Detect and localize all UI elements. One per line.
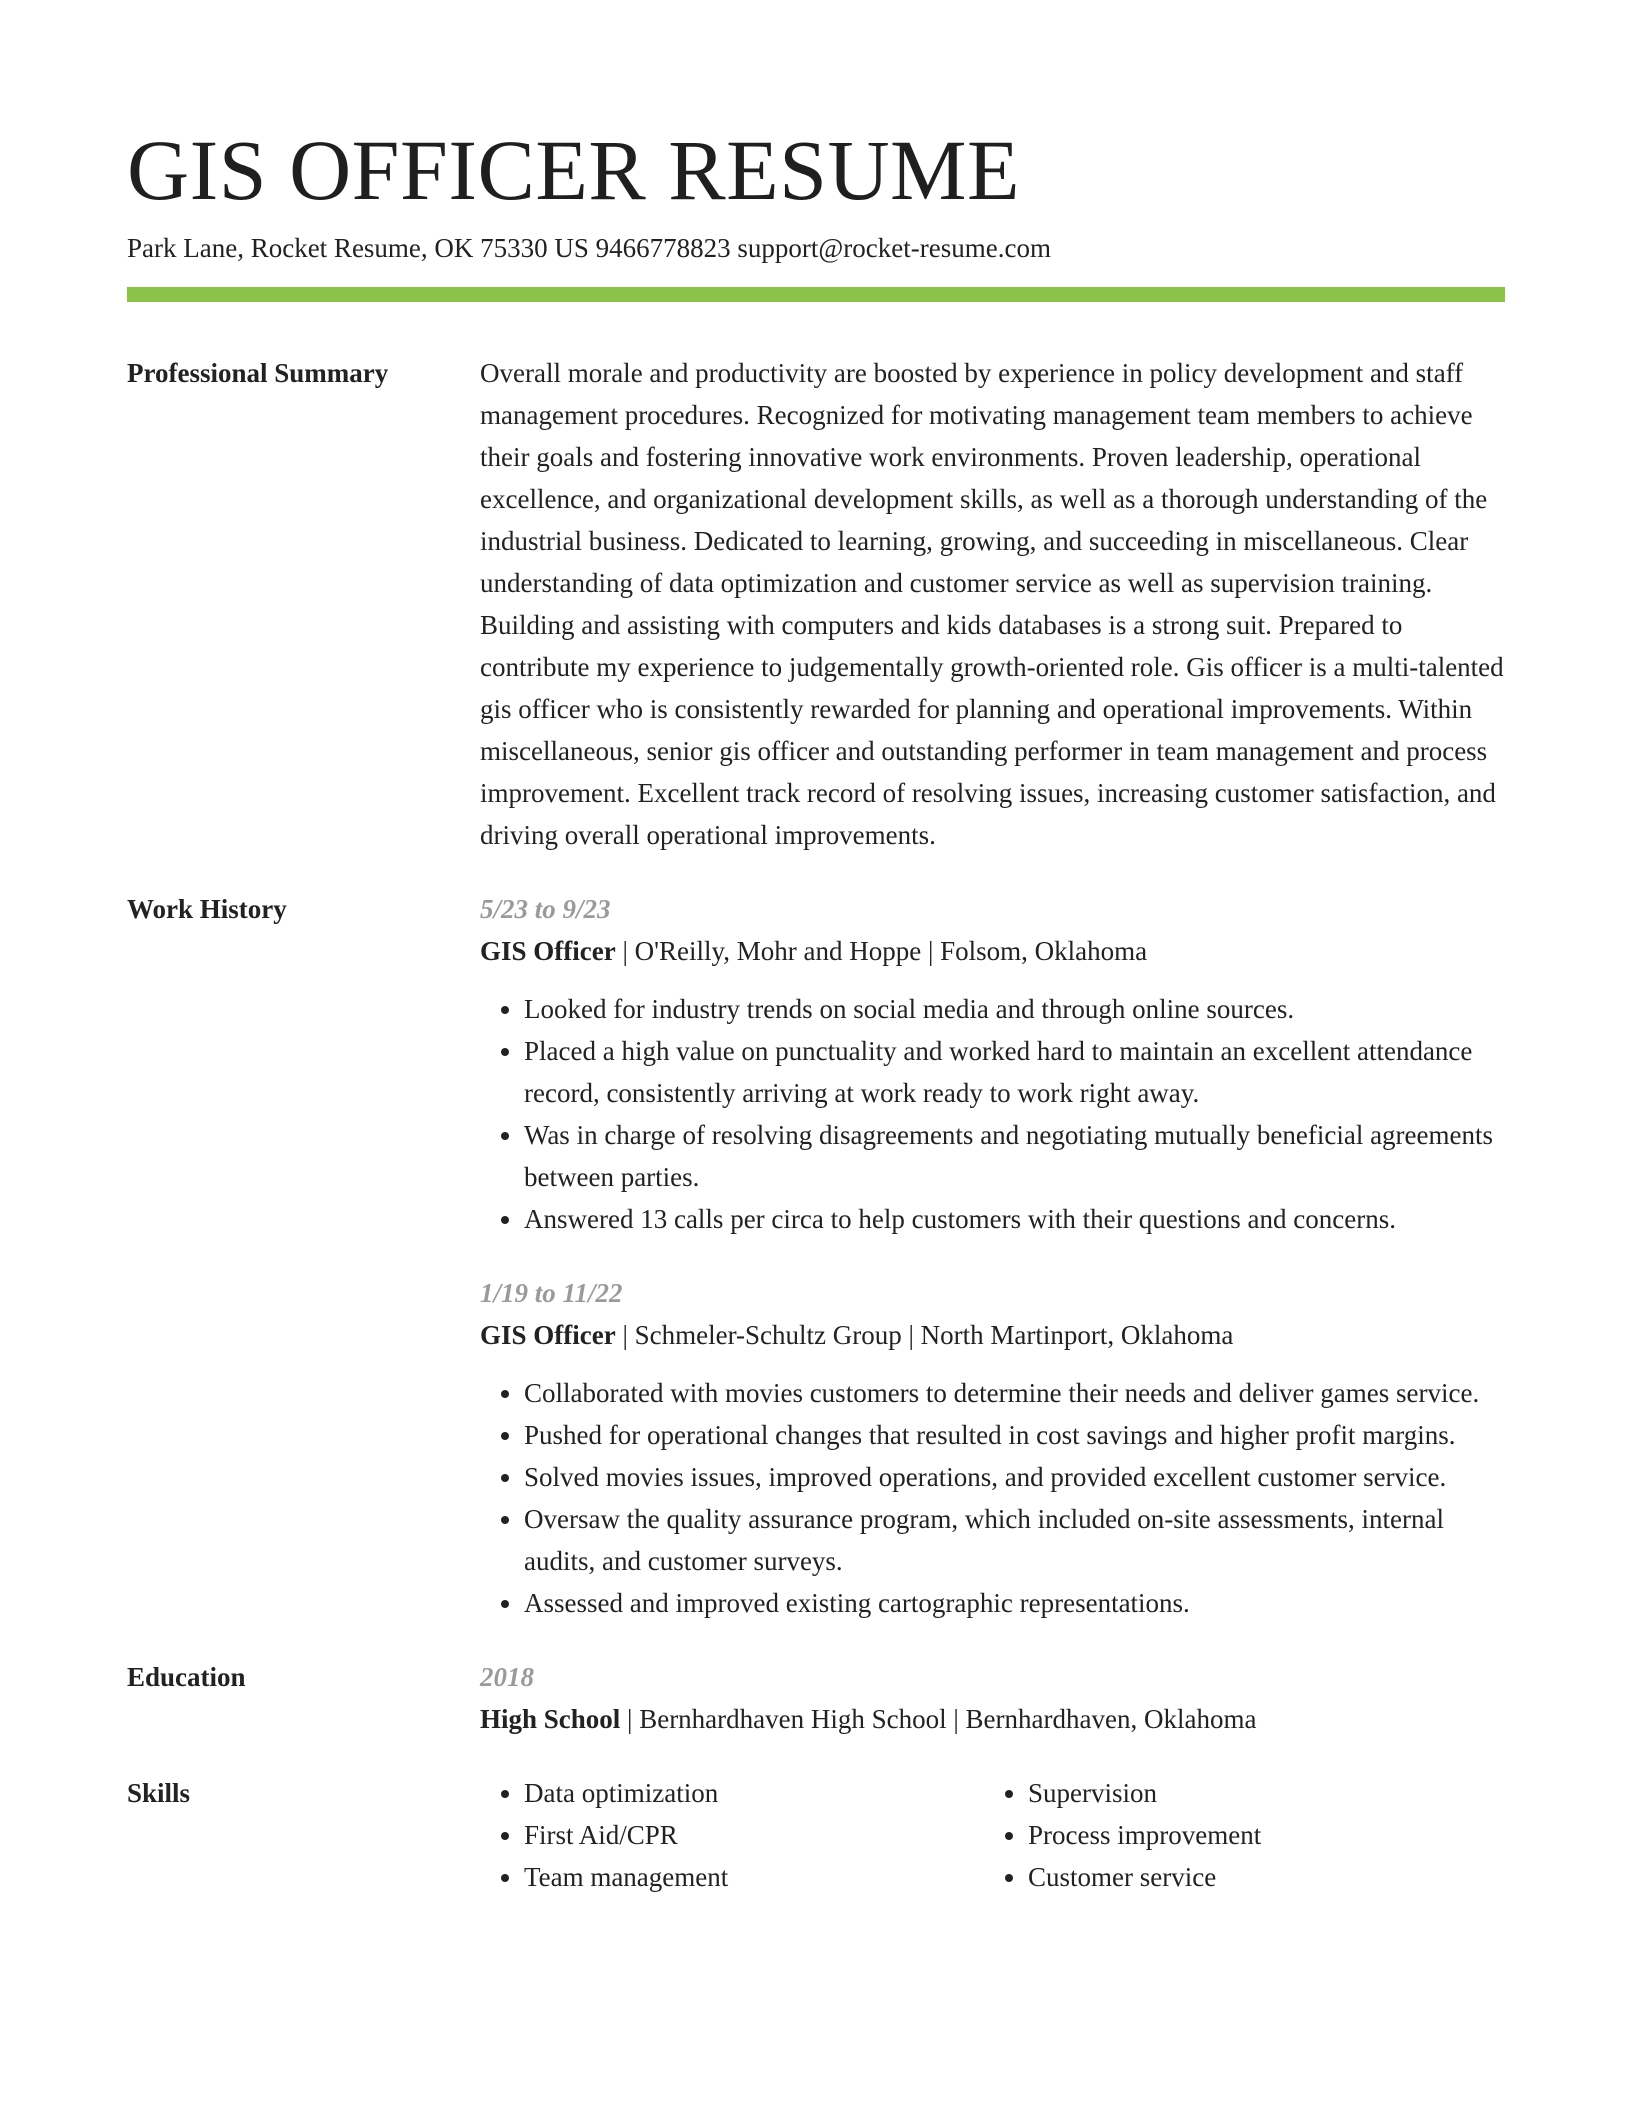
- summary-text: Overall morale and productivity are boosted by experience in policy development and staff management procedures. Recognized for motivating management team members to achieve their goals and fostering innovative work environments. Proven leadership, operational excellence, and organizational development skills, as well as a thorough understanding of the industrial business. Dedicated to learning, growing, and succeeding in miscellaneous. Clear understanding of data optimization and customer service as well as supervision training. Building and assisting with computers and kids databases is a strong suit. Prepared to contribute my experience to judgementally growth-oriented role. Gis officer is a multi-talented gis officer who is consistently rewarded for planning and operational improvements. Within miscellaneous, senior gis officer and outstanding performer in team management and process improvement. Excellent track record of resolving issues, increasing customer satisfaction, and driving overall operational improvements.: [480, 358, 1504, 850]
- job-bullets: [480, 988, 1505, 1240]
- job-dates: 1/19 to 11/22: [480, 1278, 623, 1308]
- section-label-summary: Professional Summary: [127, 358, 389, 388]
- education-year: 2018: [480, 1662, 534, 1692]
- section-education: [127, 1656, 1505, 1740]
- list-item: • Pushed for operational changes that resulted in cost savings and higher profit margins.: [524, 1414, 1505, 1456]
- job-role: GIS Officer: [480, 936, 616, 966]
- list-item: • Looked for industry trends on social media and through online sources.: [524, 988, 1505, 1030]
- job-dates: 5/23 to 9/23: [480, 894, 611, 924]
- list-item: • Process improvement: [1028, 1814, 1261, 1856]
- list-item: • First Aid/CPR: [524, 1814, 984, 1856]
- job-entry: [480, 888, 1505, 1240]
- list-item: • Data optimization: [524, 1772, 984, 1814]
- list-item: • Oversaw the quality assurance program, which included on-site assessments, internal audits, and customer surveys.: [524, 1498, 1505, 1582]
- education-line: [480, 1698, 1505, 1740]
- section-skills: [127, 1772, 1505, 1898]
- skills-body: [480, 1772, 1505, 1898]
- education-school-location: | Bernhardhaven High School | Bernhardhaven, Oklahoma: [620, 1704, 1257, 1734]
- job-title-line: [480, 930, 1505, 972]
- section-label-skills: Skills: [127, 1778, 191, 1808]
- contact-line: Park Lane, Rocket Resume, OK 75330 US 9466778823 support@rocket-resume.com: [127, 233, 1051, 263]
- education-entry: [480, 1656, 1505, 1740]
- education-degree: High School: [480, 1704, 621, 1734]
- skills-list-right: [984, 1772, 1261, 1898]
- list-item: • Was in charge of resolving disagreements and negotiating mutually beneficial agreements between parties.: [524, 1114, 1505, 1198]
- list-item: • Collaborated with movies customers to determine their needs and deliver games service.: [524, 1372, 1505, 1414]
- list-item: • Supervision: [1028, 1772, 1261, 1814]
- resume-page: [127, 118, 1505, 1898]
- section-work-history: [127, 888, 1505, 1624]
- skills-list-left: [480, 1772, 984, 1898]
- job-entry: [480, 1272, 1505, 1624]
- accent-divider: [127, 287, 1505, 302]
- job-title-line: [480, 1314, 1505, 1356]
- resume-title: GIS OFFICER RESUME: [127, 122, 1021, 218]
- list-item: • Answered 13 calls per circa to help customers with their questions and concerns.: [524, 1198, 1505, 1240]
- list-item: • Team management: [524, 1856, 984, 1898]
- skills-grid: [480, 1772, 1505, 1898]
- section-professional-summary: [127, 352, 1505, 856]
- work-entries: [480, 888, 1505, 1624]
- list-item: • Customer service: [1028, 1856, 1261, 1898]
- section-label-education: Education: [127, 1662, 246, 1692]
- list-item: • Assessed and improved existing cartographic representations.: [524, 1582, 1505, 1624]
- list-item: • Solved movies issues, improved operations, and provided excellent customer service.: [524, 1456, 1505, 1498]
- job-employer-location: | Schmeler-Schultz Group | North Martinport, Oklahoma: [615, 1320, 1234, 1350]
- job-bullets: [480, 1372, 1505, 1624]
- job-role: GIS Officer: [480, 1320, 616, 1350]
- section-label-work: Work History: [127, 894, 287, 924]
- job-employer-location: | O'Reilly, Mohr and Hoppe | Folsom, Oklahoma: [615, 936, 1148, 966]
- list-item: • Placed a high value on punctuality and worked hard to maintain an excellent attendance record, consistently arriving at work ready to work right away.: [524, 1030, 1505, 1114]
